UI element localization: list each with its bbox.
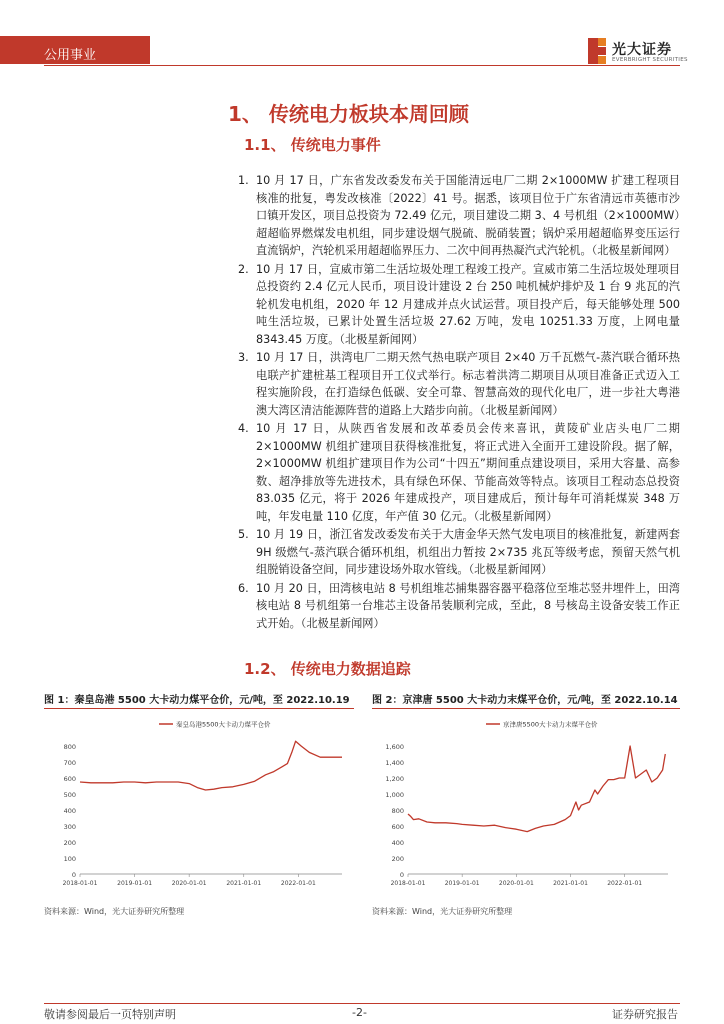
y-tick-label: 0 bbox=[399, 871, 404, 879]
news-item bbox=[238, 261, 680, 349]
y-tick-label: 400 bbox=[63, 807, 76, 815]
news-item bbox=[238, 349, 680, 419]
news-text: 10 月 17 日，从陕西省发展和改革委员会传来喜讯，黄陵矿业店头电厂二期 2×1000MW 机组扩建项目获得核准批复，将正式进入全面开工建设阶段。据了解，2×1000MW 机组扩建项目作为公司“十四五”期间重点建设项目，采用大容量、高参数、超净排放等先进技术，具有绿色环保、节能高效等特点。该项目工程动态总投资 83.035 亿元，将于 2026 年建成投产，项目建成后，预计每年可消耗煤炭 348 万吨，年发电量 110 亿度，年产值 30 亿元。（北极星新闻网） bbox=[256, 422, 680, 523]
y-tick-label: 400 bbox=[391, 839, 404, 847]
news-number: 4. bbox=[238, 422, 249, 435]
news-text: 10 月 19 日，浙江省发改委发布关于大唐金华天然气发电项目的核准批复，新建两套 9H 级燃气-蒸汽联合循环机组，机组出力暂按 2×735 兆瓦等级考虑，预留天然气机组脱销设备空间，同步建设场外取水管线。（北极星新闻网） bbox=[256, 528, 680, 576]
x-tick-label: 2022-01-01 bbox=[280, 880, 316, 887]
logo-mark-icon bbox=[588, 38, 606, 64]
page-number: -2- bbox=[352, 1006, 367, 1019]
y-tick-label: 600 bbox=[63, 775, 76, 783]
news-list bbox=[238, 172, 680, 633]
news-number: 3. bbox=[238, 351, 249, 364]
y-tick-label: 600 bbox=[391, 823, 404, 831]
news-text: 10 月 17 日，广东省发改委发布关于国能清远电厂二期 2×1000MW 扩建工程项目核准的批复，粤发改核准〔2022〕41 号。据悉，该项目位于广东省清远市英德市沙口镇开发区，项目总投资为 72.49 亿元，项目建设二期 3、4 号机组（2×1000MW）超超临界燃煤发电机组，同步建设烟气脱硫、脱硝装置；锅炉采用超超临界变压运行直流锅炉，汽轮机采用超超临界压力、二次中间再热凝汽式汽轮机。（北极星新闻网） bbox=[256, 174, 680, 257]
legend-label: 秦皇岛港5500大卡动力煤平仓价 bbox=[176, 720, 271, 729]
y-tick-label: 1,400 bbox=[385, 759, 404, 767]
news-number: 2. bbox=[238, 262, 249, 276]
news-text: 10 月 17 日，宣威市第二生活垃圾处理工程竣工投产。宣威市第二生活垃圾处理项目总投资约 2.4 亿元人民币，项目设计建设 2 台 250 吨机械炉排炉及 1 台 9 兆瓦的汽轮机发电机组，2020 年 12 月建成并点火试运营。项目投产后，每天能够处理 500 吨生活垃圾，已累计处置生活垃圾 27.62 万吨，发电 10251.33 万度，上网电量 8343.45 万度。（北极星新闻网） bbox=[256, 262, 680, 346]
company-logo bbox=[588, 36, 688, 68]
x-tick-label: 2021-01-01 bbox=[226, 880, 262, 887]
x-tick-label: 2021-01-01 bbox=[553, 880, 588, 887]
x-tick-label: 2018-01-01 bbox=[390, 880, 426, 887]
y-tick-label: 0 bbox=[71, 871, 76, 879]
header-divider bbox=[44, 65, 680, 66]
news-number: 6. bbox=[238, 581, 249, 595]
logo-text-en: EVERBRIGHT SECURITIES bbox=[612, 57, 688, 63]
x-tick-label: 2019-01-01 bbox=[444, 880, 480, 887]
y-tick-label: 200 bbox=[63, 839, 76, 847]
news-number: 1. bbox=[238, 174, 249, 187]
legend-label: 京津唐5500大卡动力末煤平仓价 bbox=[503, 720, 598, 729]
footer-divider bbox=[44, 1003, 680, 1004]
news-item bbox=[238, 420, 680, 525]
footer-report-type: 证券研究报告 bbox=[612, 1008, 678, 1021]
figure-2-source: 资料来源：Wind，光大证券研究所整理 bbox=[372, 907, 513, 916]
chart-jingjintang-coal-price bbox=[372, 712, 680, 892]
news-item bbox=[238, 172, 680, 260]
y-tick-label: 200 bbox=[391, 855, 404, 863]
figure-1-source: 资料来源：Wind，光大证券研究所整理 bbox=[44, 907, 185, 916]
series-line bbox=[80, 741, 342, 790]
x-tick-label: 2018-01-01 bbox=[62, 880, 98, 887]
section-title: 1、 传统电力板块本周回顾 bbox=[228, 102, 469, 126]
y-tick-label: 500 bbox=[63, 791, 76, 799]
footer-disclaimer: 敬请参阅最后一页特别声明 bbox=[44, 1008, 176, 1021]
x-tick-label: 2019-01-01 bbox=[117, 880, 153, 887]
y-tick-label: 300 bbox=[63, 823, 76, 831]
news-text: 10 月 20 日，田湾核电站 8 号机组堆芯捕集器容器平稳落位至堆芯竖井埋件上，田湾核电站 8 号机组第一台堆芯主设备吊装顺利完成，至此，8 号核岛主设备安装工作正式开始。（北极星新闻网） bbox=[256, 581, 680, 630]
logo-text-cn: 光大证券 bbox=[612, 42, 672, 58]
news-item bbox=[238, 526, 680, 579]
y-tick-label: 1,600 bbox=[385, 743, 404, 751]
figure-1-title: 图 1：秦皇岛港 5500 大卡动力煤平仓价，元/吨，至 2022.10.19 bbox=[44, 695, 350, 706]
y-tick-label: 700 bbox=[63, 759, 76, 767]
figure-2-title: 图 2：京津唐 5500 大卡动力末煤平仓价，元/吨，至 2022.10.14 bbox=[372, 695, 678, 706]
figure-1-divider bbox=[44, 708, 354, 709]
figure-2-divider bbox=[372, 708, 680, 709]
chart-qinhuangdao-coal-price bbox=[44, 712, 354, 892]
subsection-title-data: 1.2、 传统电力数据追踪 bbox=[244, 660, 411, 678]
y-tick-label: 800 bbox=[63, 743, 76, 751]
x-tick-label: 2020-01-01 bbox=[498, 880, 534, 887]
subsection-title-events: 1.1、 传统电力事件 bbox=[244, 136, 381, 154]
series-line bbox=[408, 746, 665, 832]
news-number: 5. bbox=[238, 528, 249, 541]
y-tick-label: 800 bbox=[391, 807, 404, 815]
y-tick-label: 1,000 bbox=[385, 791, 404, 799]
y-tick-label: 1,200 bbox=[385, 775, 404, 783]
y-tick-label: 100 bbox=[63, 855, 76, 863]
header-section-label: 公用事业 bbox=[44, 48, 97, 63]
news-text: 10 月 17 日，洪湾电厂二期天然气热电联产项目 2×40 万千瓦燃气-蒸汽联合循环热电联产扩建桩基工程项目开工仪式举行。标志着洪湾二期项目从项目准备正式迈入工程实施阶段，在打造绿色低碳、安全可靠、智慧高效的现代化电厂，进一步社大粤港澳大湾区清洁能源阵营的道路上大踏步向前。（北极星新闻网） bbox=[256, 351, 680, 417]
x-tick-label: 2022-01-01 bbox=[607, 880, 643, 887]
news-item bbox=[238, 580, 680, 633]
x-tick-label: 2020-01-01 bbox=[171, 880, 207, 887]
